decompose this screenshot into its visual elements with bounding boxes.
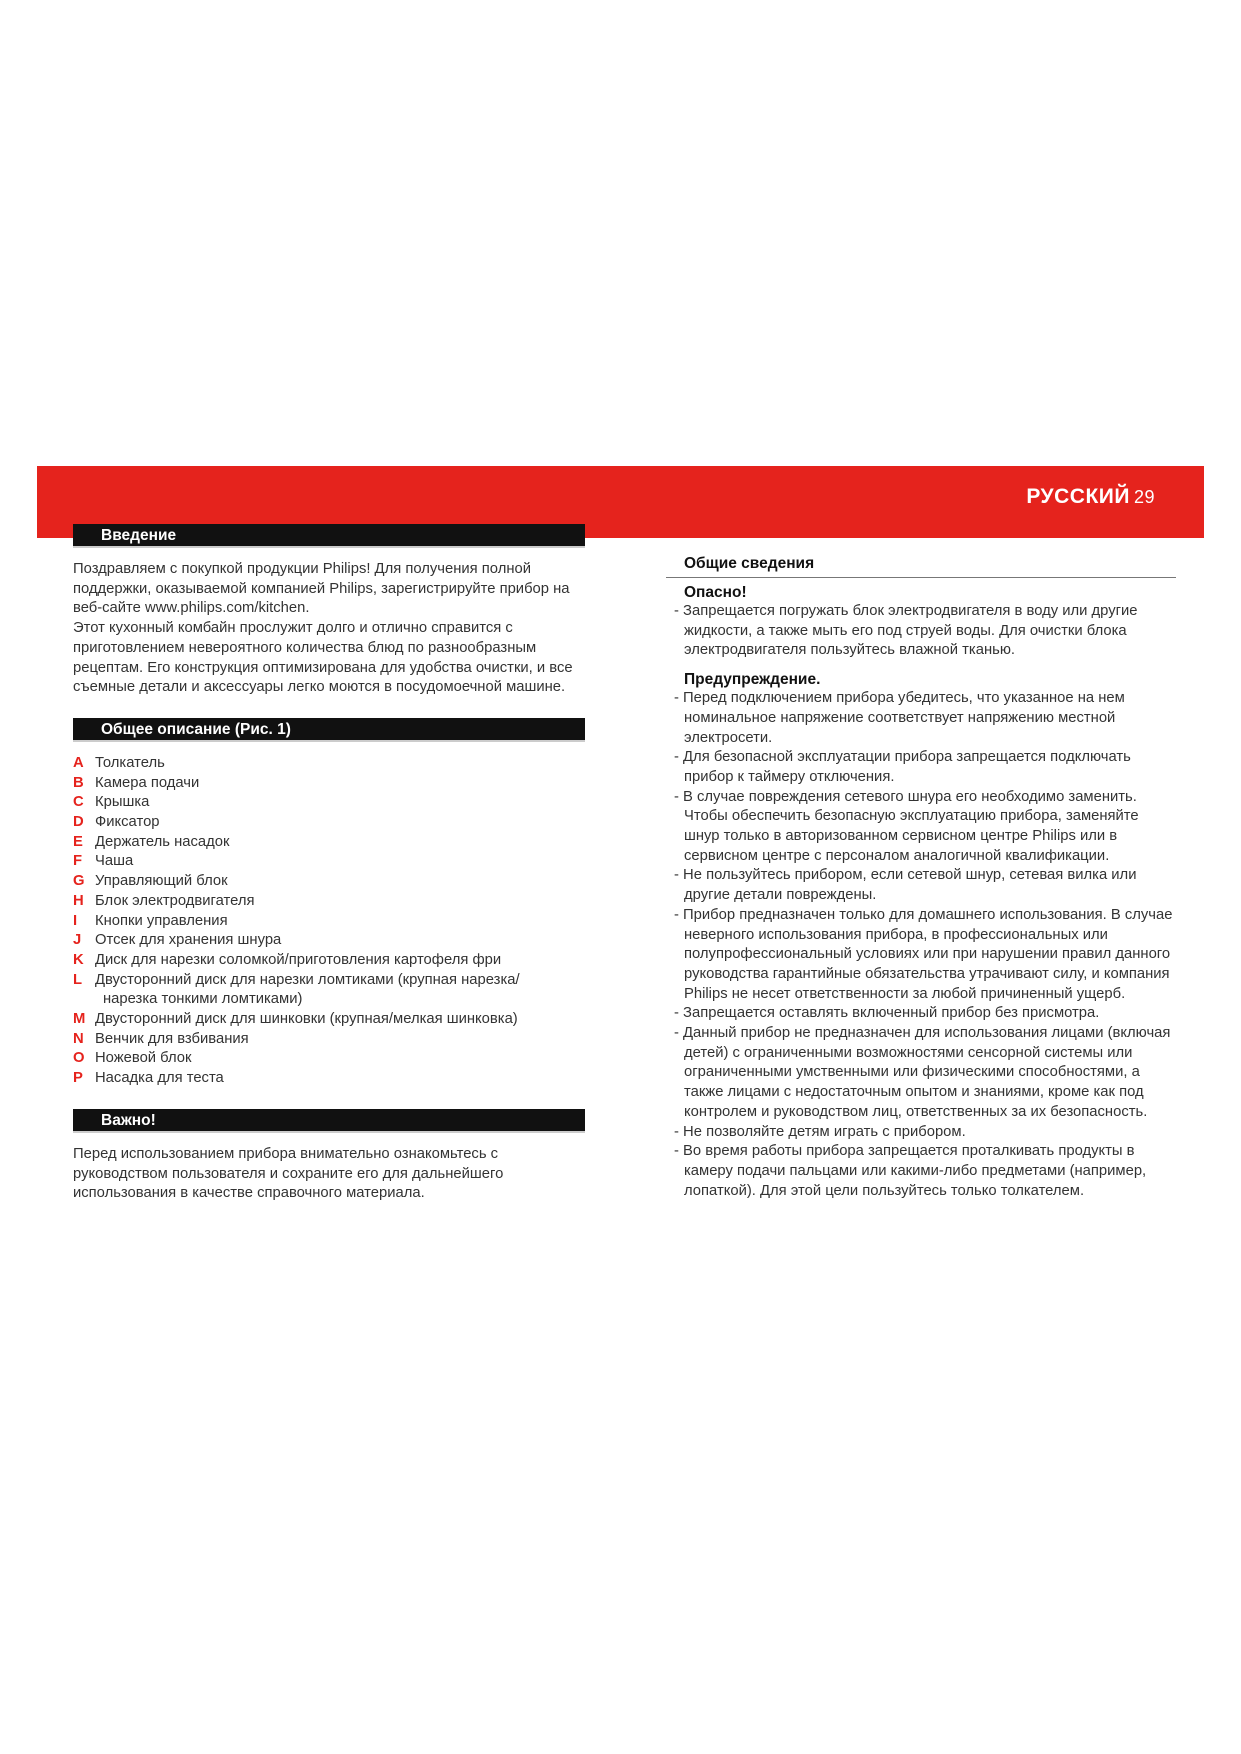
list-item: - В случае повреждения сетевого шнура его необходимо заменить. Чтобы обеспечить безопасную эксплуатацию прибора, заменяйте шнур только в авторизованном сервисном центре Philips или в сервисном центре с персоналом аналогичной квалификации.	[674, 788, 1139, 864]
list-item: - Не позволяйте детям играть с прибором.	[674, 1123, 966, 1140]
intro-paragraph-1: Поздравляем с покупкой продукции Philips! Для получения полной поддержки, оказываемой компанией Philips, зарегистрируйте прибор на веб-сайте www.philips.com/kitchen.	[73, 561, 570, 617]
list-item: - Для безопасной эксплуатации прибора запрещается подключать прибор к таймеру отключения.	[674, 749, 1131, 785]
description-heading: Общее описание (Рис. 1)	[73, 718, 585, 742]
list-item: K Диск для нарезки соломкой/приготовления картофеля фри	[73, 951, 502, 968]
right-column	[666, 555, 1176, 1201]
list-item: - Не пользуйтесь прибором, если сетевой шнур, сетевая вилка или другие детали повреждены.	[674, 867, 1137, 904]
list-item: - Данный прибор не предназначен для использования лицами (включая детей) с ограниченными возможностями сенсорной системы или ограниченными умственными или физическими способностями, а также лицами с недостаточным опытом и знаниями, кроме как под контролем и руководством лиц, ответственных за их безопасность.	[674, 1025, 1171, 1120]
intro-paragraph-2: Этот кухонный комбайн прослужит долго и отлично справится с приготовлением невероятного количества блюд по разнообразным рецептам. Его конструкция оптимизирована для удобства очистки, и все съемные детали и аксессуары легко моются в посудомоечной машине.	[73, 620, 573, 696]
list-item: P Насадка для теста	[73, 1070, 224, 1087]
danger-heading: Опасно!	[684, 584, 747, 601]
important-text: Перед использованием прибора внимательно ознакомьтесь с руководством пользователя и сохраните его для дальнейшего использования в качестве справочного материала.	[73, 1145, 504, 1202]
list-item: C Крышка	[73, 794, 150, 811]
list-item: - Во время работы прибора запрещается проталкивать продукты в камеру подачи пальцами или какими-либо предметами (например, лопаткой). Для этой цели пользуйтесь только толкателем.	[674, 1143, 1147, 1199]
list-item: O Ножевой блок	[73, 1050, 192, 1067]
list-item: N Венчик для взбивания	[73, 1030, 249, 1047]
list-item: D Фиксатор	[73, 814, 160, 831]
list-item: M Двусторонний диск для шинковки (крупная/мелкая шинковка)	[73, 1011, 518, 1028]
parts-list	[73, 754, 585, 1089]
list-item: A Толкатель	[73, 754, 165, 771]
list-item: I Кнопки управления	[73, 912, 228, 929]
page-number: 29	[1133, 487, 1155, 507]
list-item: J Отсек для хранения шнура	[73, 932, 282, 949]
general-heading: Общие сведения	[666, 555, 1176, 578]
list-item: - Запрещается погружать блок электродвигателя в воду или другие жидкости, а также мыть его под струей воды. Для очистки блока электродвигателя пользуйтесь влажной тканью.	[674, 603, 1138, 659]
intro-section	[73, 560, 585, 698]
list-item: L Двусторонний диск для нарезки ломтиками (крупная нарезка/	[73, 971, 520, 988]
list-item: H Блок электродвигателя	[73, 892, 255, 909]
warning-heading: Предупреждение.	[684, 671, 821, 689]
list-item: F Чаша	[73, 853, 134, 870]
list-item: B Камера подачи	[73, 774, 200, 791]
intro-heading: Введение	[73, 524, 585, 548]
list-item: - Перед подключением прибора убедитесь, что указанное на нем номинальное напряжение соответствует напряжению местной электросети.	[674, 690, 1125, 746]
list-item: G Управляющий блок	[73, 873, 228, 890]
list-item: - Прибор предназначен только для домашнего использования. В случае неверного использования прибора, в профессиональных или полупрофессиональный условиях или при нарушении правил данного руководства гарантийные обязательства утрачивают силу, и компания Philips не несет ответственности за любой причиненный ущерб.	[674, 906, 1173, 1002]
language-label: РУССКИЙ	[1026, 485, 1130, 508]
list-item-continuation: нарезка тонкими ломтиками)	[103, 991, 303, 1008]
left-column	[73, 524, 585, 1204]
list-item: - Запрещается оставлять включенный прибор без присмотра.	[674, 1005, 1100, 1022]
page-header	[1026, 485, 1155, 509]
important-heading: Важно!	[73, 1109, 585, 1133]
list-item: E Держатель насадок	[73, 833, 230, 850]
